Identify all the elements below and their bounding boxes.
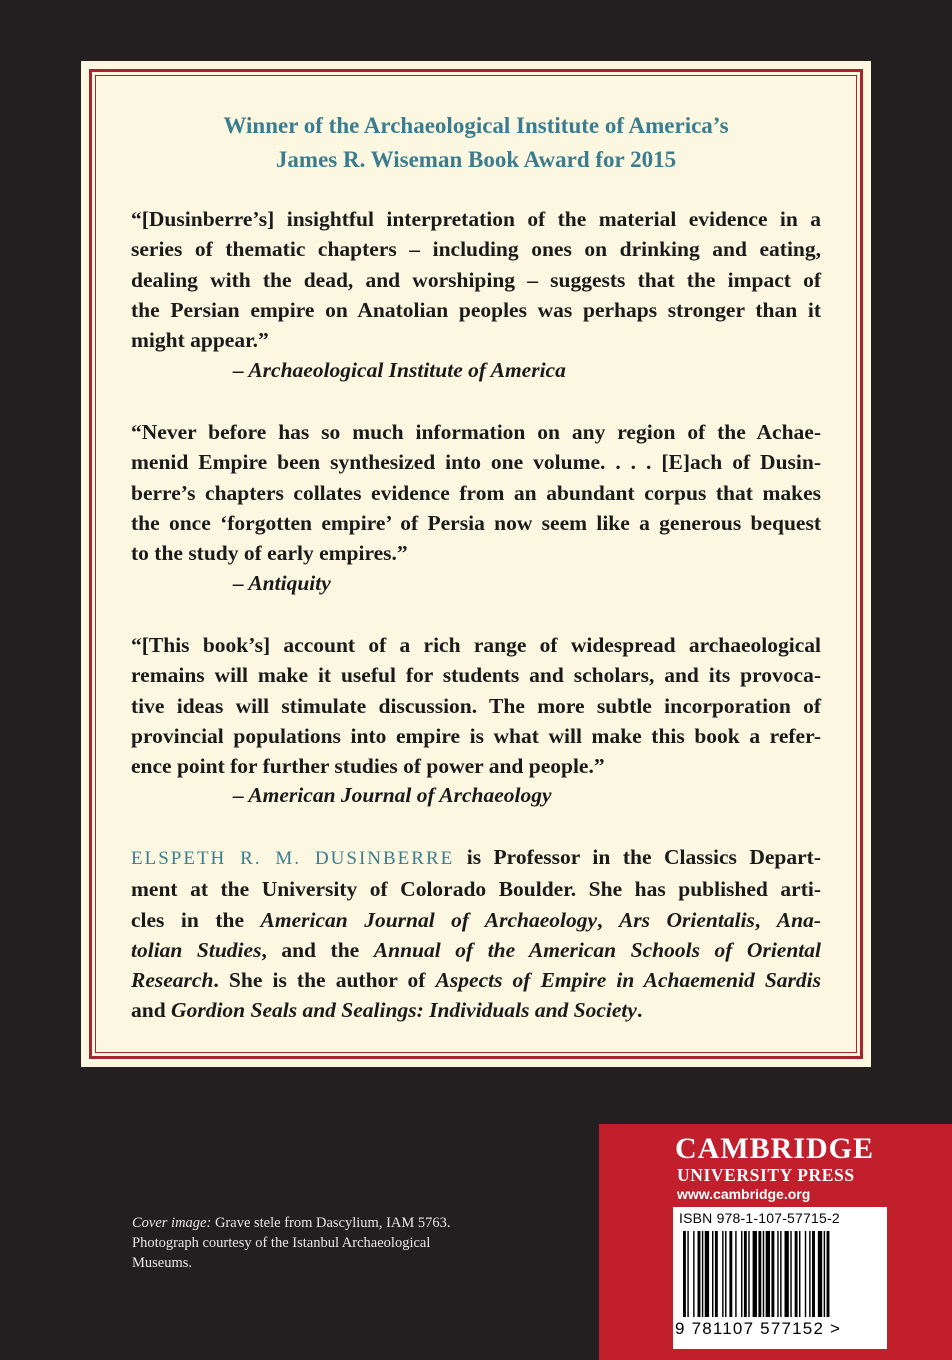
barcode-bar bbox=[805, 1231, 806, 1317]
barcode-bar bbox=[715, 1231, 718, 1317]
barcode-bar bbox=[725, 1231, 726, 1317]
barcode-bar bbox=[705, 1231, 709, 1317]
barcode-bar bbox=[799, 1231, 800, 1317]
back-cover-panel bbox=[81, 61, 871, 1067]
review-source: – Archaeological Institute of America bbox=[233, 358, 566, 382]
barcode-bar bbox=[780, 1231, 781, 1317]
cover-image-credit bbox=[132, 1213, 472, 1273]
barcode-bar bbox=[758, 1231, 761, 1317]
barcode-bar bbox=[766, 1231, 770, 1317]
barcode-bar bbox=[687, 1231, 688, 1317]
barcode-bar bbox=[698, 1231, 701, 1317]
isbn-label: ISBN 978-1-107-57715-2 bbox=[679, 1210, 840, 1226]
barcode-bar bbox=[744, 1231, 747, 1317]
review-quote bbox=[131, 417, 821, 568]
barcode-bar bbox=[722, 1231, 723, 1317]
review-line: dealing with the dead, and worshiping – suggests that the impact of bbox=[131, 267, 821, 292]
bio-line: and Gordion Seals and Sealings: Individuals and Society. bbox=[131, 998, 643, 1023]
barcode-bar bbox=[693, 1231, 694, 1317]
review-quote bbox=[131, 204, 821, 355]
review-line: “Never before has so much information on any region of the Achae- bbox=[131, 420, 821, 444]
review-line: provincial populations into empire is what will make this book a refer- bbox=[131, 723, 821, 748]
publisher-name: CAMBRIDGE bbox=[675, 1132, 875, 1165]
barcode-bar bbox=[790, 1231, 791, 1317]
barcode-bar bbox=[683, 1231, 686, 1317]
barcode-bar bbox=[712, 1231, 713, 1317]
publisher-press: UNIVERSITY PRESS bbox=[677, 1165, 855, 1185]
review-source: – American Journal of Archaeology bbox=[233, 783, 552, 807]
barcode-bar bbox=[818, 1231, 822, 1317]
author-name: ELSPETH R. M. DUSINBERRE bbox=[131, 848, 455, 869]
award-line-1: Winner of the Archaeological Institute of America’s bbox=[223, 113, 729, 138]
cover-credit-lead: Cover image: bbox=[132, 1215, 212, 1231]
barcode-bar bbox=[809, 1231, 810, 1317]
barcode-bar bbox=[753, 1231, 757, 1317]
barcode-bar bbox=[827, 1231, 830, 1317]
review-line: series of thematic chapters – including ones on drinking and eating, bbox=[131, 237, 821, 262]
barcode-bar bbox=[777, 1231, 778, 1317]
barcode-bar bbox=[702, 1231, 703, 1317]
bio-line: ELSPETH R. M. DUSINBERRE is Professor in the Classics Depart- bbox=[131, 845, 821, 869]
award-line-2: James R. Wiseman Book Award for 2015 bbox=[275, 147, 677, 172]
bio-line: Research. She is the author of Aspects of Empire in Achaemenid Sardis bbox=[131, 968, 821, 993]
review-line: the Persian empire on Anatolian peoples was perhaps stronger than it bbox=[131, 297, 821, 322]
review-line: tive ideas will stimulate discussion. The more subtle incorporation of bbox=[131, 693, 821, 718]
review-line: might appear.” bbox=[131, 328, 269, 353]
barcode-bar bbox=[785, 1231, 789, 1317]
barcode-bar bbox=[795, 1231, 798, 1317]
review-line: the once ‘forgotten empire’ of Persia now seem like a generous bequest bbox=[131, 510, 821, 535]
review-line: ence point for further studies of power and people.” bbox=[131, 754, 605, 779]
publisher-url: www.cambridge.org bbox=[677, 1186, 811, 1202]
barcode-bars bbox=[681, 1231, 879, 1319]
barcode-bar bbox=[735, 1231, 736, 1317]
barcode-bar bbox=[812, 1231, 815, 1317]
review-line: remains will make it useful for students and scholars, and its provoca- bbox=[131, 663, 821, 688]
barcode-bar bbox=[729, 1231, 732, 1317]
barcode-bar bbox=[763, 1231, 764, 1317]
review-quote bbox=[131, 630, 821, 781]
review-line: berre’s chapters collates evidence from an abundant corpus that makes bbox=[131, 480, 821, 505]
barcode-bar bbox=[741, 1231, 742, 1317]
review-source: – Antiquity bbox=[233, 571, 331, 595]
bio-line: ment at the University of Colorado Boulder. She has published arti- bbox=[131, 877, 821, 902]
review-line: to the study of early empires.” bbox=[131, 541, 408, 566]
review-line: “[This book’s] account of a rich range of widespread archaeological bbox=[131, 633, 821, 657]
cover-credit-text: Grave stele from Dascylium, IAM 5763. Photograph courtesy of the Istanbul Archaeological Museums. bbox=[132, 1215, 451, 1271]
award-heading bbox=[81, 109, 871, 177]
barcode-bar bbox=[748, 1231, 749, 1317]
review-line: menid Empire been synthesized into one volume. . . . [E]ach of Dusin- bbox=[131, 450, 821, 475]
isbn-barcode bbox=[673, 1207, 887, 1349]
author-bio bbox=[131, 842, 821, 1026]
publisher-block bbox=[599, 1124, 952, 1360]
barcode-bar bbox=[824, 1231, 825, 1317]
barcode-bar bbox=[771, 1231, 774, 1317]
bio-line: cles in the American Journal of Archaeology, Ars Orientalis, Ana- bbox=[131, 907, 822, 932]
bio-line: tolian Studies, and the Annual of the American Schools of Oriental bbox=[131, 937, 821, 962]
review-line: “[Dusinberre’s] insightful interpretation of the material evidence in a bbox=[131, 207, 821, 231]
barcode-digits: 9 781107 577152 > bbox=[675, 1319, 842, 1338]
